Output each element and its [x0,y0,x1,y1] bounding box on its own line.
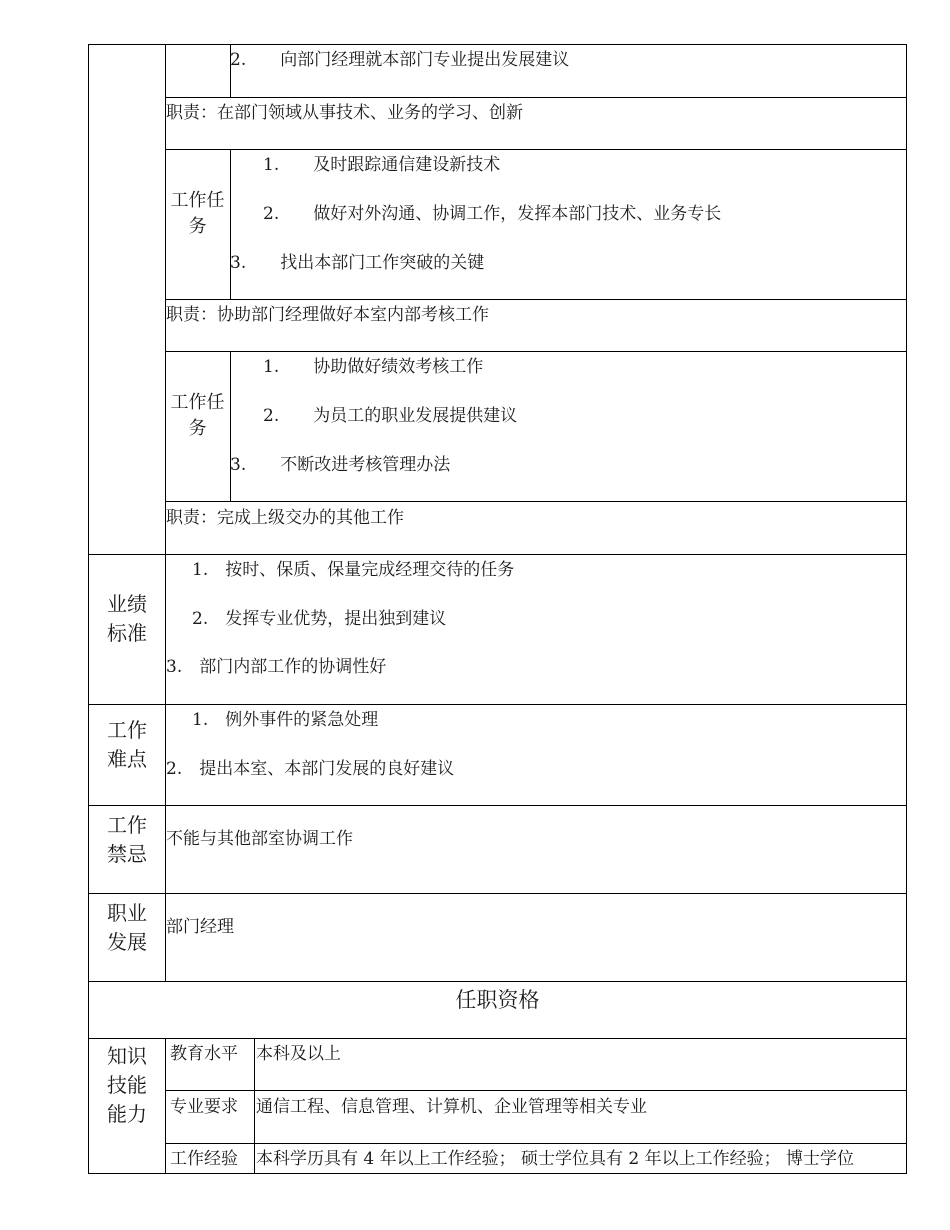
row-divider [165,299,907,300]
row-divider [88,893,907,894]
performance-item: 2. 发挥专业优势，提出独到建议 [192,609,447,629]
row-divider [165,1090,907,1091]
section-label-line: 知识 [107,1044,147,1068]
row-divider [165,501,907,502]
task-item: 1. 及时跟踪通信建设新技术 [263,155,501,175]
task-item: 3. 不断改进考核管理办法 [230,455,451,475]
task-label-line: 务 [188,216,207,237]
task-label-line: 务 [188,418,207,439]
section-label-line: 技能 [107,1073,147,1097]
performance-item: 1. 按时、保质、保量完成经理交待的任务 [192,560,515,580]
row-divider [165,351,907,352]
qualification-key: 教育水平 [170,1044,238,1064]
table-bottom-border [88,1173,907,1174]
section-label-line: 能力 [107,1102,147,1126]
qualification-value: 本科及以上 [256,1044,341,1064]
table-top-border [88,44,907,45]
section-label-line: 禁忌 [107,842,147,866]
section-label-line: 工作 [107,718,147,742]
column-divider [230,149,231,300]
career-text: 部门经理 [166,917,234,937]
task-item: 2. 向部门经理就本部门专业提出发展建议 [230,50,570,70]
qualification-key: 专业要求 [170,1097,238,1117]
row-divider [88,704,907,705]
section-label-line: 职业 [107,901,147,925]
row-divider [88,554,907,555]
row-divider [88,981,907,982]
row-divider [165,1143,907,1144]
section-label-line: 标准 [107,621,147,645]
row-divider [165,149,907,150]
qualification-value: 本科学历具有 4 年以上工作经验； 硕士学位具有 2 年以上工作经验； 博士学位 [256,1149,855,1169]
column-divider [165,1038,166,1174]
difficulty-item: 2. 提出本室、本部门发展的良好建议 [166,759,455,779]
task-label-line: 工作任 [170,392,225,413]
task-item: 2. 做好对外沟通、协调工作，发挥本部门技术、业务专长 [263,204,722,224]
task-item: 3. 找出本部门工作突破的关键 [230,253,485,273]
difficulty-item: 1. 例外事件的紧急处理 [192,710,379,730]
row-divider [165,97,907,98]
performance-item: 3. 部门内部工作的协调性好 [166,657,387,677]
row-divider [88,805,907,806]
column-divider [254,1038,255,1174]
table-right-border [906,44,907,1174]
column-divider [230,351,231,502]
qualification-title: 任职资格 [455,988,540,1012]
duty-text: 职责：完成上级交办的其他工作 [166,508,404,528]
duty-text: 职责：在部门领域从事技术、业务的学习、创新 [166,103,523,123]
task-item: 1. 协助做好绩效考核工作 [263,357,484,377]
row-divider [88,1038,907,1039]
qualification-value: 通信工程、信息管理、计算机、企业管理等相关专业 [256,1097,647,1117]
section-label-line: 发展 [107,930,147,954]
section-label-line: 难点 [107,747,147,771]
task-item: 2. 为员工的职业发展提供建议 [263,406,518,426]
qualification-key: 工作经验 [170,1149,238,1169]
duty-text: 职责：协助部门经理做好本室内部考核工作 [166,305,489,325]
taboo-text: 不能与其他部室协调工作 [166,829,353,849]
task-label-line: 工作任 [170,190,225,211]
section-label-line: 工作 [107,813,147,837]
section-label-line: 业绩 [107,592,147,616]
